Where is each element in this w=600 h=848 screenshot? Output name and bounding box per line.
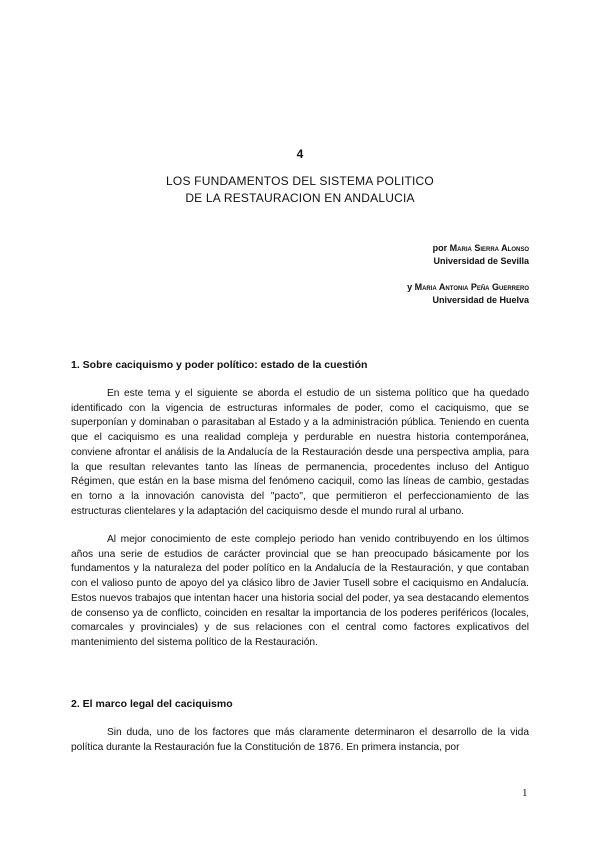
paragraph: Sin duda, uno de los factores que más claramente determinaron el desarrollo de la vida política durante la Restauración fue la Constitución de 1876. En primera instancia, por xyxy=(71,727,529,753)
title-line-2: DE LA RESTAURACION EN ANDALUCIA xyxy=(185,191,415,205)
author-prefix: y xyxy=(407,282,413,292)
section-heading-2: 2. El marco legal del caciquismo xyxy=(71,698,233,710)
author-prefix: por xyxy=(432,243,448,253)
author-name: Maria Antonia Peña Guerrero xyxy=(414,282,529,292)
chapter-number: 4 xyxy=(296,147,304,161)
title-line-1: LOS FUNDAMENTOS DEL SISTEMA POLITICO xyxy=(166,174,434,188)
section-heading-1: 1. Sobre caciquismo y poder político: estado de la cuestión xyxy=(71,359,368,371)
chapter-title xyxy=(0,173,600,207)
author-2 xyxy=(407,281,529,307)
author-affiliation: Universidad de Sevilla xyxy=(433,256,529,266)
author-name: Maria Sierra Alonso xyxy=(449,243,529,253)
author-1 xyxy=(433,242,529,268)
paragraph: Al mejor conocimiento de este complejo periodo han venido contribuyendo en los últimos años una serie de estudios de carácter provincial que se han preocupado básicamente por los fundamentos y la naturaleza del poder político en la Andalucía de la Restauración, y que contaban con el valioso punto de apoyo del ya clásico libro de Javier Tusell sobre el caciquismo en Andalucía. Estos nuevos trabajos que intentan hacer una historia social del poder, ya sea destacando elementos de consenso ya de conflicto, coinciden en resaltar la importancia de los poderes periféricos (locales, comarcales y provinciales) y de sus relaciones con el central como factores explicativos del mantenimiento del sistema político de la Restauración. xyxy=(71,534,529,648)
paragraph: En este tema y el siguiente se aborda el estudio de un sistema político que ha quedado identificado con la vigencia de estructuras informales de poder, como el caciquismo, que se superponían y dominaban o parasitaban al Estado y a la administración pública. Teniendo en cuenta que el caciquismo es una realidad compleja y perdurable en nuestra historia contemporánea, conviene afrontar el análisis de la Andalucía de la Restauración desde una perspectiva amplia, para la que resultan relevantes tanto las líneas de permanencia, procedentes incluso del Antiguo Régimen, que están en la base misma del fenómeno caciquil, como las líneas de cambio, gestadas en torno a la innovación canovista del "pacto", que permitieron el perfeccionamiento de las estructuras clientelares y la adaptación del caciquismo desde el mundo rural al urbano. xyxy=(71,388,529,517)
page-number: 1 xyxy=(522,787,528,799)
author-affiliation: Universidad de Huelva xyxy=(432,295,529,305)
